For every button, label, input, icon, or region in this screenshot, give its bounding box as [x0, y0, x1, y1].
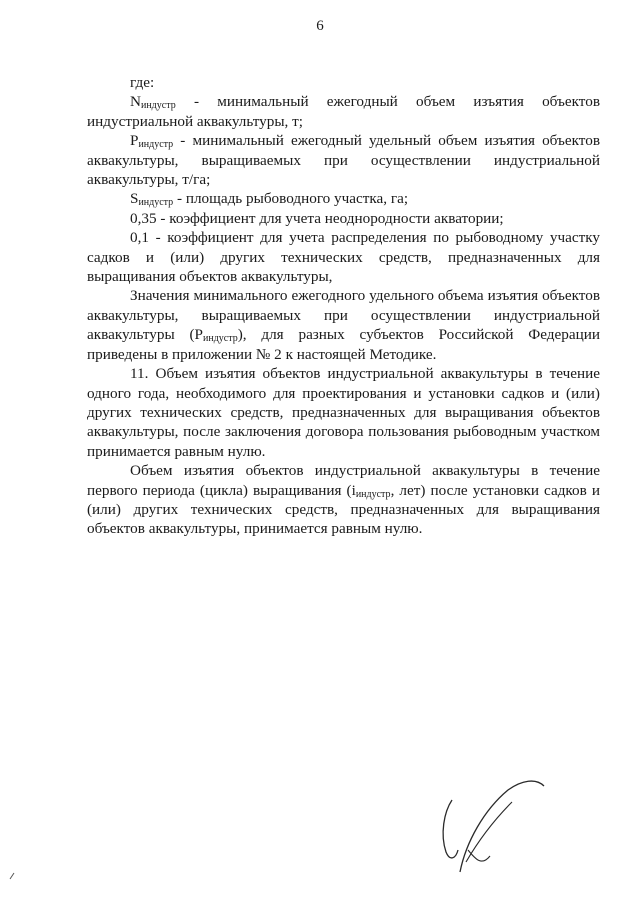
first-period-paragraph: [87, 461, 600, 539]
values-subscript: индустр: [202, 333, 238, 345]
coefficient-01: 0,1 - коэффициент для учета распределения по рыбоводному участку садков и (или) других технических средств, предназначенных для выращивания объектов аквакультуры,: [87, 229, 600, 286]
margin-mark: [8, 872, 16, 880]
definition-s-text: - площадь рыбоводного участка, га;: [173, 190, 409, 208]
definition-p-text: - минимальный ежегодный удельный объем изъятия объектов аквакультуры, выращиваемых при осуществлении индустриальной аквакультуры, т/га;: [87, 132, 600, 189]
where-label: где:: [130, 74, 155, 91]
handwritten-signature: [432, 772, 552, 877]
coefficient-035: 0,35 - коэффициент для учета неоднородности акватории;: [130, 209, 504, 227]
first-period-subscript: индустр: [355, 488, 391, 500]
first-period-text-1: Объем изъятия объектов индустриальной аквакультуры в течение первого периода (цикла) выращивания (i: [87, 462, 600, 499]
definition-p: [87, 131, 600, 189]
subscript-n: индустр: [140, 100, 176, 112]
item-11: 11. Объем изъятия объектов индустриальной аквакультуры в течение одного года, необходимого для проектирования и установки садков и (или) других технических средств, предназначенных для выращивания объектов аквакультуры, после заключения договора пользования рыбоводным участком принимается равным нулю.: [87, 365, 600, 460]
subscript-s: индустр: [138, 197, 174, 209]
values-text-1: Значения минимального ежегодного удельного объема изъятия объектов аквакультуры, выращиваемых при осуществлении индустриальной аквакультуры (P: [87, 287, 600, 344]
values-text-2: ), для разных субъектов Российской Федерации приведены в приложении № 2 к настоящей Методике.: [87, 326, 600, 363]
definition-n-text: - минимальный ежегодный объем изъятия объектов индустриальной аквакультуры, т;: [87, 93, 600, 130]
subscript-p: индустр: [138, 139, 174, 151]
symbol-p: P: [130, 132, 139, 150]
first-period-text-2: , лет) после установки садков и (или) других технических средств, предназначенных для выращивания объектов аквакультуры, принимается равным нулю.: [87, 481, 600, 538]
symbol-s: S: [130, 190, 139, 208]
page-number: 6: [316, 18, 324, 34]
document-body: [87, 73, 600, 539]
values-paragraph: [87, 286, 600, 364]
definition-s: [87, 189, 600, 208]
symbol-n: N: [130, 93, 141, 111]
definition-n: [87, 92, 600, 131]
